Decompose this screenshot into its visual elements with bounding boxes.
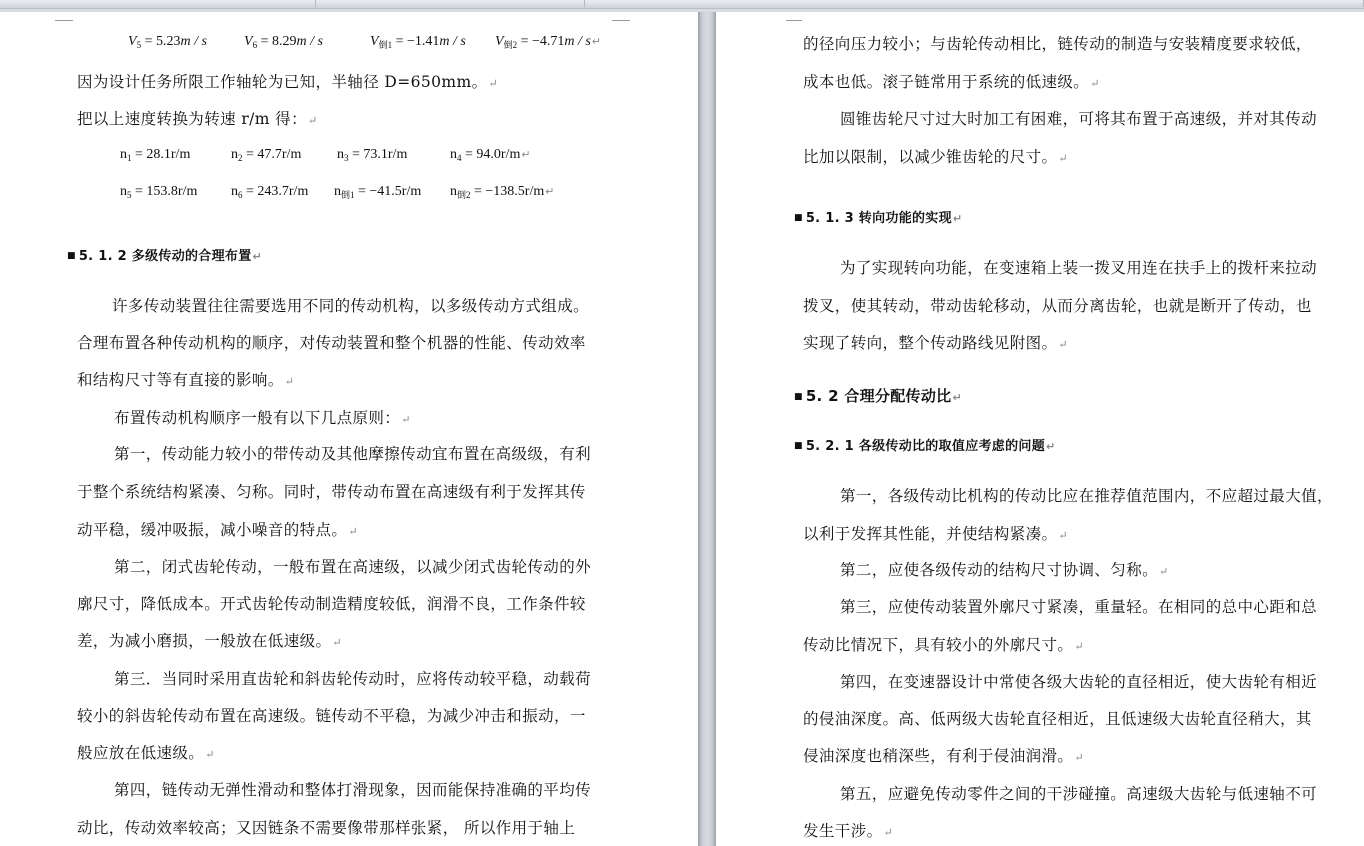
formula-v6: $V_6 = 8.29m / s$	[244, 34, 323, 50]
page-gap	[698, 12, 716, 846]
formula-v5: $V_5 = 5.23m / s$	[128, 34, 207, 50]
paragraph-line: 的侵油深度。高、低两级大齿轮直径相近，且低速级大齿轮直径稍大，其	[803, 710, 1312, 728]
paragraph-line: 成本也低。滚子链常用于系统的低速级。↵	[803, 73, 1100, 91]
paragraph-line: 布置传动机构顺序一般有以下几点原则：↵	[114, 409, 411, 427]
paragraph-line: 侵油深度也稍深些，有利于侵油润滑。↵	[803, 747, 1084, 765]
formula-n3: $n_3 = 73.1r/m$	[337, 147, 408, 163]
document-page-right[interactable]	[716, 12, 1364, 846]
formula-n-rev1: $n_{倒1} = -41.5r/m$	[334, 184, 422, 200]
paragraph-line: 第四，在变速器设计中常使各级大齿轮的直径相近，使大齿轮有相近	[840, 673, 1318, 691]
document-page-left[interactable]	[0, 12, 698, 846]
paragraph-line: 第二，闭式齿轮传动，一般布置在高速级，以减少闭式齿轮传动的外	[114, 558, 592, 576]
paragraph-line: 许多传动装置往往需要选用不同的传动机构，以多级传动方式组成。	[112, 297, 590, 315]
paragraph-line: 传动比情况下，具有较小的外廓尺寸。↵	[803, 636, 1084, 654]
paragraph-line: 的径向压力较小；与齿轮传动相比，链传动的制造与安装精度要求较低，	[803, 35, 1312, 53]
paragraph-line: 合理布置各种传动机构的顺序，对传动装置和整个机器的性能、传动效率	[77, 334, 586, 352]
section-heading-5-1-3: ■ 5. 1. 3 转向功能的实现↵	[794, 211, 963, 226]
formula-n5: $n_5 = 153.8r/m$	[120, 184, 198, 200]
section-heading-5-2-1: ■ 5. 2. 1 各级传动比的取值应考虑的问题↵	[794, 439, 1056, 454]
paragraph-line: 实现了转向，整个传动路线见附图。↵	[803, 334, 1069, 352]
paragraph-line: 发生干涉。↵	[803, 822, 894, 840]
paragraph-line: 因为设计任务所限工作轴轮为已知，半轴径 D=650mm。↵	[77, 73, 499, 91]
paragraph-line: 第一，各级传动比机构的传动比应在推荐值范围内，不应超过最大值，	[840, 487, 1333, 505]
margin-corner-mark	[55, 12, 73, 21]
paragraph-line: 第五，应避免传动零件之间的干涉碰撞。高速级大齿轮与低速轴不可	[840, 785, 1318, 803]
formula-v-rev2: $V_{倒2} = -4.71m$ / s↵	[495, 34, 602, 50]
paragraph-line: 第一，传动能力较小的带传动及其他摩擦传动宜布置在高级级，有利	[114, 445, 592, 463]
formula-n2: $n_2 = 47.7r/m$	[231, 147, 302, 163]
paragraph-line: 般应放在低速级。↵	[77, 744, 215, 762]
paragraph-line: 把以上速度转换为转速 r/m 得：↵	[77, 110, 318, 128]
paragraph-line: 为了实现转向功能，在变速箱上装一拨叉用连在扶手上的拨杆来拉动	[840, 259, 1318, 277]
paragraph-line: 和结构尺寸等有直接的影响。↵	[77, 371, 295, 389]
paragraph-line: 于整个系统结构紧凑、匀称。同时，带传动布置在高速级有利于发挥其传	[77, 483, 586, 501]
paragraph-line: 拨叉，使其转动，带动齿轮移动，从而分离齿轮，也就是断开了传动，也	[803, 297, 1312, 315]
paragraph-line: 圆锥齿轮尺寸过大时加工有困难，可将其布置于高速级，并对其传动	[840, 110, 1318, 128]
paragraph-line: 较小的斜齿轮传动布置在高速级。链传动不平稳，为减少冲击和振动，一	[77, 707, 586, 725]
paragraph-line: 第三，应使传动装置外廓尺寸紧凑，重量轻。在相同的总中心距和总	[840, 598, 1318, 616]
formula-n6: $n_6 = 243.7r/m$	[231, 184, 309, 200]
paragraph-line: 廓尺寸，降低成本。开式齿轮传动制造精度较低，润滑不良，工作条件较	[77, 595, 586, 613]
paragraph-line: 第二，应使各级传动的结构尺寸协调、匀称。↵	[840, 561, 1169, 579]
margin-corner-mark	[612, 12, 630, 21]
paragraph-line: 动比，传动效率较高；又因链条不需要像带那样张紧， 所以作用于轴上	[77, 819, 576, 837]
margin-corner-mark	[786, 12, 802, 21]
formula-n1: $n_1 = 28.1r/m$	[120, 147, 191, 163]
paragraph-line: 差，为减小磨损，一般放在低速级。↵	[77, 632, 343, 650]
formula-n4: $n_4$ = 94.0r/m↵	[450, 147, 531, 163]
formula-n-rev2: $n_{倒2}$ = −138.5r/m↵	[450, 184, 555, 200]
formula-v-rev1: $V_{倒1} = -1.41m / s$	[370, 34, 466, 50]
paragraph-line: 以利于发挥其性能，并使结构紧凑。↵	[803, 525, 1069, 543]
paragraph-line: 第四，链传动无弹性滑动和整体打滑现象，因而能保持准确的平均传	[114, 781, 592, 799]
paragraph-line: 第三．当同时采用直齿轮和斜齿轮传动时，应将传动较平稳，动载荷	[114, 670, 592, 688]
paragraph-line: 比加以限制，以减少锥齿轮的尺寸。↵	[803, 148, 1069, 166]
section-heading-5-1-2: ■ 5. 1. 2 多级传动的合理布置↵	[67, 249, 263, 264]
top-ruler	[0, 0, 1364, 9]
section-heading-5-2: ■ 5. 2 合理分配传动比↵	[794, 387, 962, 405]
paragraph-line: 动平稳，缓冲吸振，减小噪音的特点。↵	[77, 521, 358, 539]
